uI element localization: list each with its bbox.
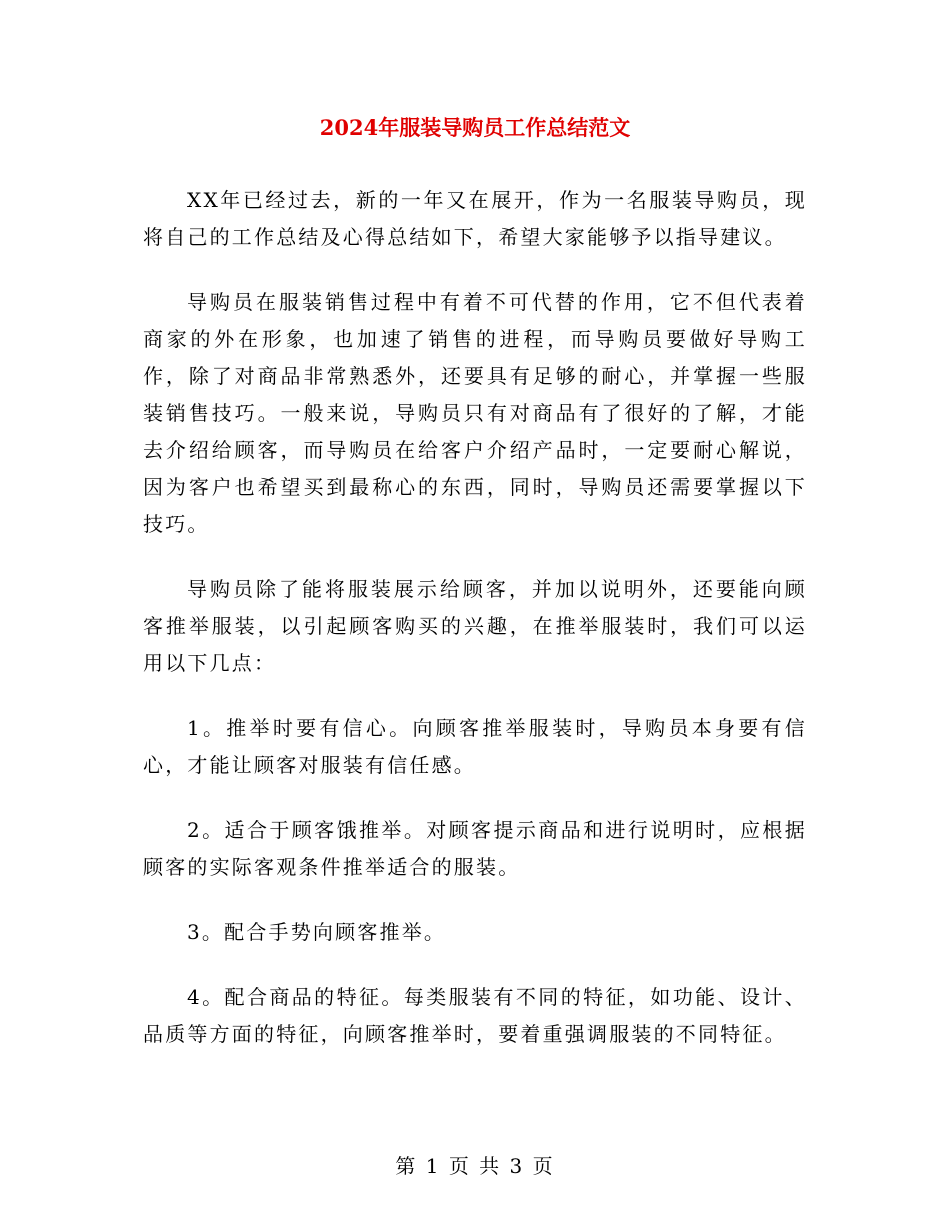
page-number-footer: 第 1 页 共 3 页 [395,1154,555,1178]
paragraph-recommend: 导购员除了能将服装展示给顾客，并加以说明外，还要能向顾客推举服装，以引起顾客购买的兴趣，在推举服装时，我们可以运用以下几点： [143,577,807,675]
paragraph-role: 导购员在服装销售过程中有着不可代替的作用，它不但代表着商家的外在形象，也加速了销售的进程，而导购员要做好导购工作，除了对商品非常熟悉外，还要具有足够的耐心，并掌握一些服装销售技巧。一般来说，导购员只有对商品有了很好的了解，才能去介绍给顾客，而导购员在给客户介绍产品时，一定要耐心解说，因为客户也希望买到最称心的东西，同时，导购员还需要掌握以下技巧。 [143,290,807,536]
document-body [143,182,807,1081]
list-item-confidence: 1。推举时要有信心。向顾客推举服装时，导购员本身要有信心，才能让顾客对服装有信任感。 [143,716,807,777]
list-item-suitable: 2。适合于顾客饿推举。对顾客提示商品和进行说明时，应根据顾客的实际客观条件推举适合的服装。 [143,818,807,879]
list-item-gesture: 3。配合手势向顾客推举。 [187,920,447,944]
list-item-features: 4。配合商品的特征。每类服装有不同的特征，如功能、设计、品质等方面的特征，向顾客推举时，要着重强调服装的不同特征。 [143,985,807,1046]
document-title: 2024年服装导购员工作总结范文 [319,115,631,140]
paragraph-intro: XX年已经过去，新的一年又在展开，作为一名服装导购员，现将自己的工作总结及心得总结如下，希望大家能够予以指导建议。 [143,188,807,249]
